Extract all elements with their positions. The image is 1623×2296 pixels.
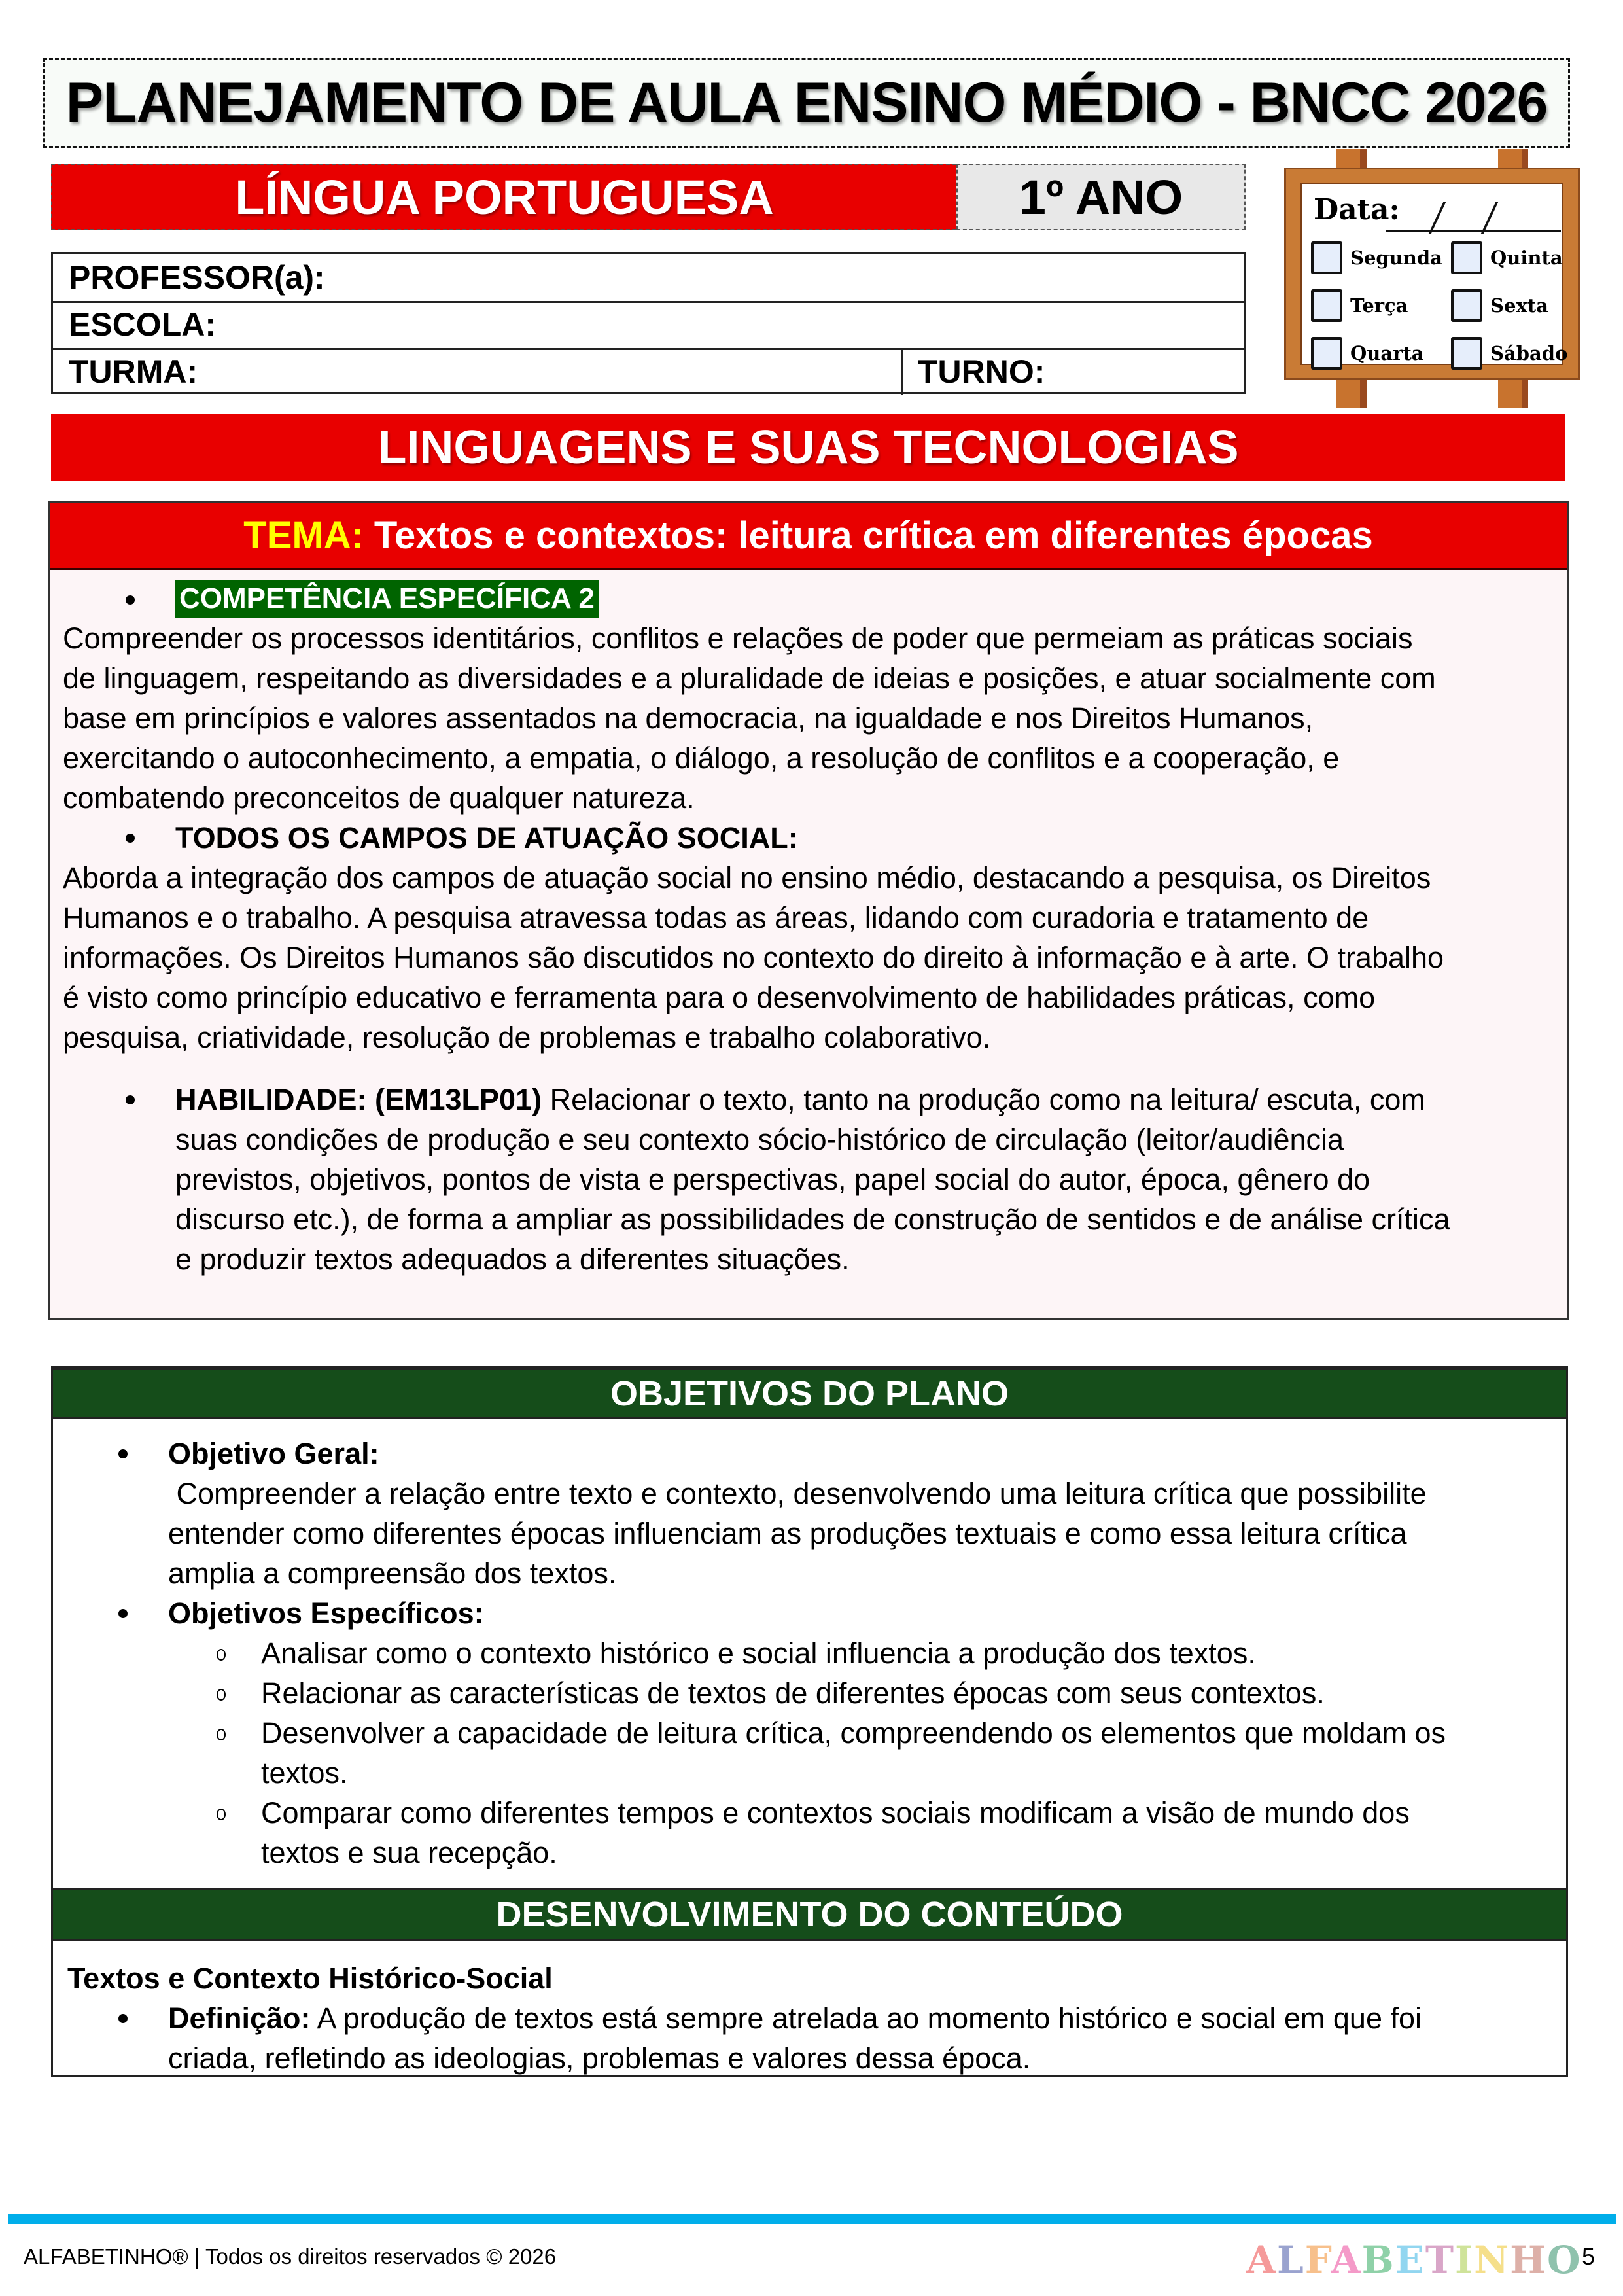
text-line: base em princípios e valores assentados na democracia, na igualdade e nos Direitos Humanos,	[63, 701, 1314, 735]
text-line: Relacionar as características de textos de diferentes épocas com seus contextos.	[261, 1676, 1325, 1710]
logo-letter: N	[1474, 2238, 1510, 2282]
text-line: Humanos e o trabalho. A pesquisa atravessa todas as áreas, lidando com curadoria e tratamento de	[63, 901, 1369, 934]
hollow-bullet-icon	[217, 1729, 226, 1740]
day-checkbox-segunda[interactable]: Segunda	[1311, 241, 1442, 274]
text-line: pesquisa, criatividade, resolução de problemas e trabalho colaborativo.	[63, 1021, 991, 1054]
hollow-bullet-icon	[217, 1649, 226, 1661]
date-slash	[1481, 202, 1498, 234]
habilidade-label: HABILIDADE: (EM13LP01)	[175, 1083, 542, 1116]
logo-letter: H	[1510, 2238, 1547, 2282]
professor-label: PROFESSOR(a):	[69, 259, 325, 296]
text-line: textos e sua recepção.	[261, 1836, 557, 1869]
day-checkbox-quarta[interactable]: Quarta	[1311, 337, 1424, 370]
date-blank-line[interactable]	[1386, 230, 1561, 232]
bullet-icon	[118, 1609, 128, 1618]
professor-field[interactable]	[53, 254, 1244, 303]
definicao-label: Definição:	[168, 2002, 311, 2035]
footer-copyright: ALFABETINHO® | Todos os direitos reservados © 2026	[24, 2244, 557, 2269]
tema-label: TEMA:	[243, 514, 364, 557]
objetivo-especifico	[217, 1713, 1446, 1793]
text-line: Analisar como o contexto histórico e social influencia a produção dos textos.	[261, 1636, 1256, 1670]
text-line: combatendo preconceitos de qualquer natureza.	[63, 781, 695, 815]
checkbox-icon[interactable]	[1311, 241, 1342, 274]
page-title-box	[43, 58, 1570, 148]
subject-banner	[51, 164, 956, 230]
tema-header	[50, 503, 1567, 570]
competencia-item	[126, 580, 599, 618]
subheading-text: Textos e Contexto Histórico-Social	[67, 1962, 553, 1995]
text-line: textos.	[261, 1756, 348, 1790]
grade-box	[956, 164, 1246, 230]
text-line: é visto como princípio educativo e ferramenta para o desenvolvimento de habilidades práticas, como	[63, 981, 1376, 1014]
text-line: criada, refletindo as ideologias, problemas e valores dessa época.	[168, 2041, 1031, 2075]
logo-letter: B	[1361, 2238, 1395, 2282]
date-label: Data:	[1314, 193, 1400, 226]
text-line: Aborda a integração dos campos de atuação social no ensino médio, destacando a pesquisa, os Direitos	[63, 861, 1431, 894]
checkbox-icon[interactable]	[1311, 289, 1342, 322]
text-line: entender como diferentes épocas influenciam as produções textuais e como essa leitura crítica	[168, 1517, 1407, 1550]
text-line: previstos, objetivos, pontos de vista e perspectivas, papel social do autor, época, gênero do	[175, 1163, 1370, 1196]
habilidade-item	[126, 1080, 1549, 1279]
objetivo-especifico	[217, 1633, 1256, 1673]
checkbox-icon[interactable]	[1311, 337, 1342, 370]
logo-letter: F	[1304, 2238, 1331, 2282]
sign-frame	[1284, 168, 1580, 380]
bullet-icon	[126, 834, 135, 843]
turno-field[interactable]	[901, 348, 1045, 395]
tema-section	[48, 501, 1569, 1320]
logo-letter: A	[1246, 2238, 1278, 2282]
bullet-icon	[118, 2014, 128, 2023]
bullet-icon	[126, 1095, 135, 1104]
date-sign-board	[1279, 149, 1580, 408]
brand-logo	[1246, 2238, 1582, 2282]
text-line: Compreender os processos identitários, conflitos e relações de poder que permeiam as práticas sociais	[63, 622, 1413, 655]
campos-text	[63, 858, 1561, 1057]
area-banner	[51, 414, 1565, 481]
escola-label: ESCOLA:	[69, 306, 216, 343]
text-line: exercitando o autoconhecimento, a empatia, o diálogo, a resolução de conflitos e a cooperação, e	[63, 741, 1340, 775]
text-line: Desenvolver a capacidade de leitura crítica, compreendendo os elementos que moldam os	[261, 1716, 1446, 1750]
info-table	[51, 252, 1246, 394]
footer-divider	[8, 2214, 1616, 2224]
logo-letter: O	[1546, 2238, 1582, 2282]
objetivos-section	[51, 1366, 1568, 2077]
campos-item	[126, 818, 798, 858]
competencia-text	[63, 618, 1561, 818]
logo-letter: E	[1395, 2238, 1425, 2282]
hollow-bullet-icon	[217, 1809, 226, 1820]
page-number: 5	[1582, 2243, 1596, 2270]
bullet-icon	[118, 1449, 128, 1458]
campos-heading: TODOS OS CAMPOS DE ATUAÇÃO SOCIAL:	[175, 821, 798, 855]
turma-field[interactable]	[53, 348, 1244, 395]
subject-title: LÍNGUA PORTUGUESA	[235, 169, 774, 224]
logo-letter: T	[1425, 2238, 1456, 2282]
objetivo-especifico	[217, 1793, 1410, 1873]
date-slash	[1429, 202, 1446, 234]
day-checkbox-quinta[interactable]: Quinta	[1451, 241, 1563, 274]
escola-field[interactable]	[53, 301, 1244, 350]
definicao-item	[118, 1998, 1542, 2078]
objetivos-header	[53, 1368, 1566, 1419]
desenvolvimento-title: DESENVOLVIMENTO DO CONTEÚDO	[496, 1895, 1123, 1934]
tema-text: Textos e contextos: leitura crítica em diferentes épocas	[374, 514, 1373, 557]
text-line: de linguagem, respeitando as diversidades e a pluralidade de ideias e posições, e atuar socialmente com	[63, 662, 1436, 695]
objetivos-especificos-label: Objetivos Específicos:	[168, 1597, 484, 1630]
bullet-icon	[126, 595, 135, 605]
text-line: Comparar como diferentes tempos e contextos sociais modificam a visão de mundo dos	[261, 1796, 1410, 1829]
objetivos-especificos-item	[118, 1593, 484, 1633]
text-line: suas condições de produção e seu contexto sócio-histórico de circulação (leitor/audiência	[175, 1123, 1344, 1156]
sign-panel	[1300, 183, 1568, 365]
text-line: amplia a compreensão dos textos.	[168, 1557, 617, 1590]
turma-label: TURMA:	[69, 353, 198, 390]
text-line: Compreender a relação entre texto e contexto, desenvolvendo uma leitura crítica que possibilite	[168, 1477, 1427, 1510]
desenvolvimento-subheading	[67, 1958, 553, 1998]
text-line: discurso etc.), de forma a ampliar as possibilidades de construção de sentidos e de análise crítica	[175, 1203, 1450, 1236]
page-title: PLANEJAMENTO DE AULA ENSINO MÉDIO - BNCC 2026	[65, 71, 1548, 134]
desenvolvimento-header	[53, 1888, 1566, 1941]
text-line: A produção de textos está sempre atrelada ao momento histórico e social em que foi	[310, 2002, 1422, 2035]
checkbox-icon[interactable]	[1451, 289, 1482, 322]
objetivo-especifico	[217, 1673, 1325, 1713]
objetivos-title: OBJETIVOS DO PLANO	[610, 1374, 1009, 1413]
day-checkbox-terca[interactable]: Terça	[1311, 289, 1408, 322]
logo-letter: I	[1455, 2238, 1475, 2282]
competencia-badge: COMPETÊNCIA ESPECÍFICA 2	[175, 580, 599, 618]
checkbox-icon[interactable]	[1451, 337, 1482, 370]
logo-letter: A	[1331, 2238, 1362, 2282]
text-line: informações. Os Direitos Humanos são discutidos no contexto do direito à informação e à arte. O trabalho	[63, 941, 1444, 974]
turno-label: TURNO:	[918, 353, 1045, 390]
objetivo-geral-item	[118, 1434, 1542, 1593]
area-title: LINGUAGENS E SUAS TECNOLOGIAS	[377, 421, 1239, 474]
day-checkbox-sexta[interactable]: Sexta	[1451, 289, 1548, 322]
objetivo-geral-label: Objetivo Geral:	[168, 1437, 379, 1470]
logo-letter: L	[1277, 2238, 1305, 2282]
hollow-bullet-icon	[217, 1689, 226, 1701]
text-line: e produzir textos adequados a diferentes situações.	[175, 1243, 850, 1276]
grade-label: 1º ANO	[1019, 169, 1183, 224]
checkbox-icon[interactable]	[1451, 241, 1482, 274]
text-line: Relacionar o texto, tanto na produção como na leitura/ escuta, com	[542, 1083, 1425, 1116]
day-checkbox-sabado[interactable]: Sábado	[1451, 337, 1567, 370]
